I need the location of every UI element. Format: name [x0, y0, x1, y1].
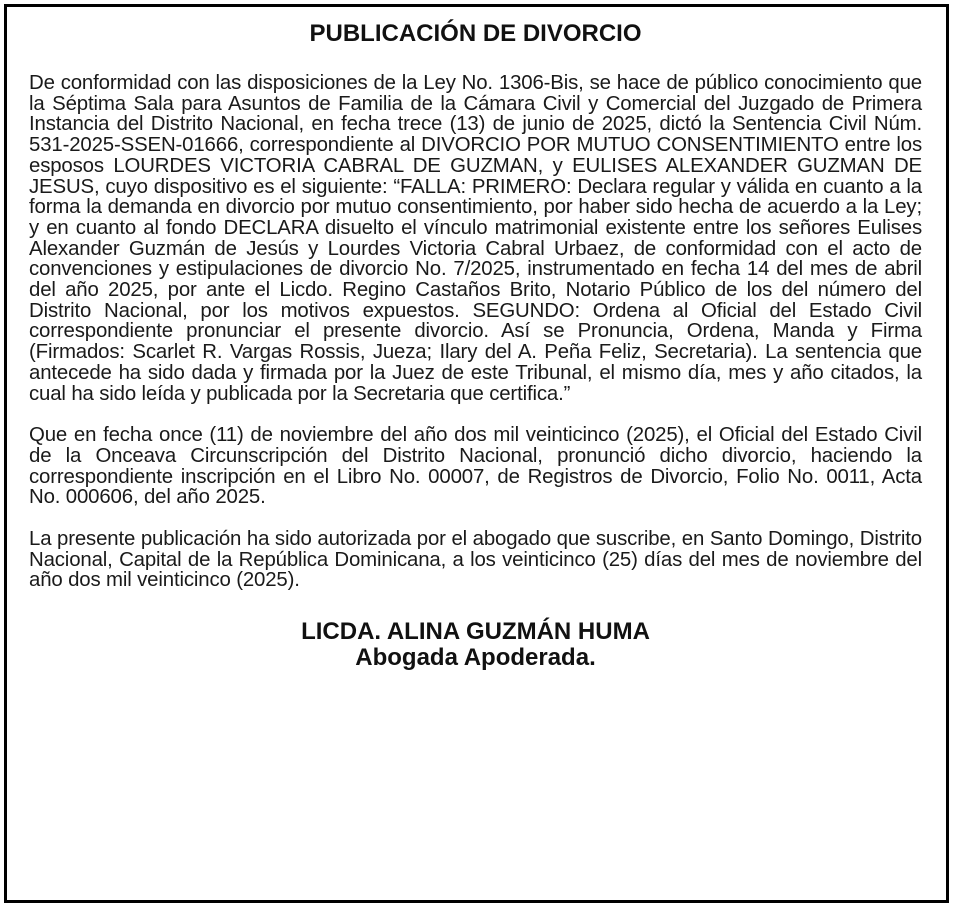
signature-block	[29, 619, 922, 671]
notice-content	[29, 19, 922, 671]
signature-name: LICDA. ALINA GUZMÁN HUMA	[301, 618, 650, 646]
paragraph-pronouncement: Que en fecha once (11) de noviembre del año dos mil veinticinco (2025), el Oficial del Estado Civil de la Onceava Circunscripción del Distrito Nacional, pronunció dicho divorcio, haciendo la correspondiente inscripción en el Libro No. 00007, de Registros de Divorcio, Folio No. 0011, Acta No. 000606, del año 2025.	[29, 424, 922, 509]
notice-title: PUBLICACIÓN DE DIVORCIO	[309, 20, 642, 47]
paragraph-sentence: De conformidad con las disposiciones de la Ley No. 1306-Bis, se hace de público conocimiento que la Séptima Sala para Asuntos de Familia de la Cámara Civil y Comercial del Juzgado de Primera Instancia del Distrito Nacional, en fecha trece (13) de junio de 2025, dictó la Sentencia Civil Núm. 531-2025-SSEN-01666, correspondiente al DIVORCIO POR MUTUO CONSENTIMIENTO entre los esposos LOURDES VICTORIA CABRAL DE GUZMAN, y EULISES ALEXANDER GUZMAN DE JESUS, cuyo dispositivo es el siguiente: “FALLA: PRIMERO: Declara regular y válida en cuanto a la forma la demanda en divorcio por mutuo consentimiento, por haber sido hecha de acuerdo a la Ley; y en cuanto al fondo DECLARA disuelto el vínculo matrimonial existente entre los señores Eulises Alexander Guzmán de Jesús y Lourdes Victoria Cabral Urbaez, de conformidad con el acto de convenciones y estipulaciones de divorcio No. 7/2025, instrumentado en fecha 14 del mes de abril del año 2025, por ante el Licdo. Regino Castaños Brito, Notario Público de los del número del Distrito Nacional, por los motivos expuestos. SEGUNDO: Ordena al Oficial del Estado Civil correspondiente pronunciar el presente divorcio. Así se Pronuncia, Ordena, Manda y Firma (Firmados: Scarlet R. Vargas Rossis, Jueza; Ilary del A. Peña Feliz, Secretaria). La sentencia que antecede ha sido dada y firmada por la Juez de este Tribunal, el mismo día, mes y año citados, la cual ha sido leída y publicada por la Secretaria que certifica.”	[29, 72, 922, 405]
paragraph-authorization: La presente publicación ha sido autorizada por el abogado que suscribe, en Santo Domingo, Distrito Nacional, Capital de la República Dominicana, a los veinticinco (25) días del mes de noviembre del año dos mil veinticinco (2025).	[29, 528, 922, 592]
paragraph-gap	[29, 404, 922, 425]
notice-frame	[4, 4, 949, 903]
paragraph-gap	[29, 508, 922, 529]
signature-role: Abogada Apoderada.	[355, 644, 596, 672]
